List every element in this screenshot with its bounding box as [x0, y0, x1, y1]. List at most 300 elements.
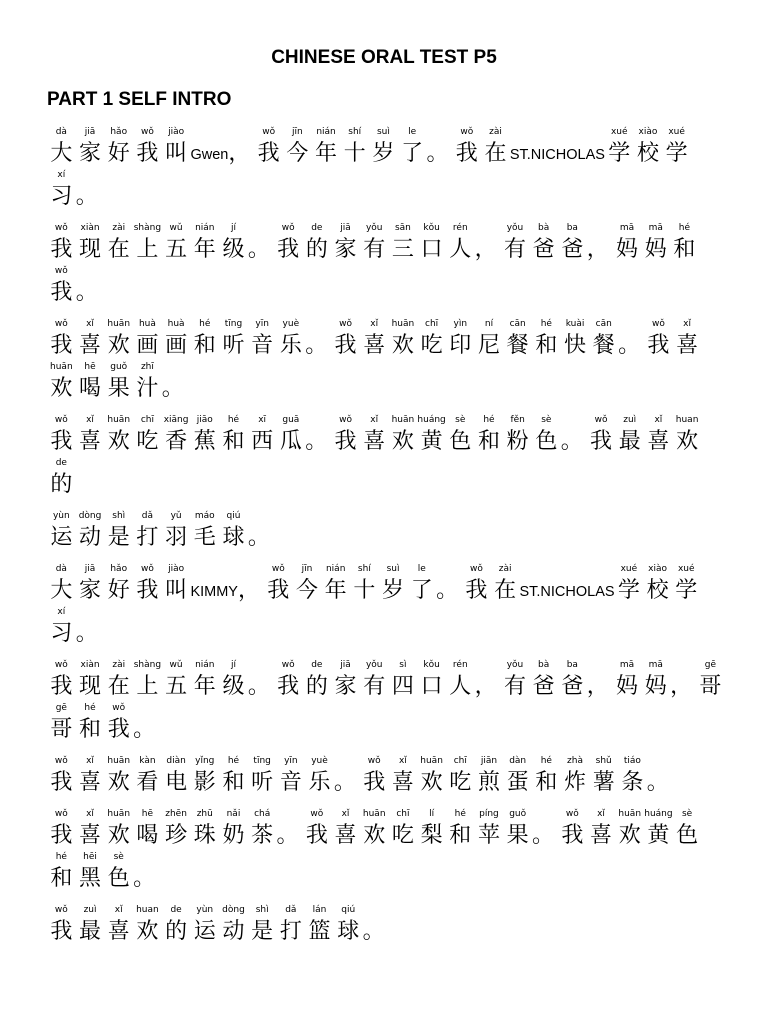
pinyin: hé: [84, 703, 96, 713]
pinyin-slot: [305, 413, 331, 427]
pinyin-slot: [672, 562, 701, 576]
hanzi: 哥: [699, 674, 722, 699]
pinyin: wǒ: [54, 319, 68, 329]
pinyin: hé: [199, 319, 211, 329]
pinyin: bà: [538, 660, 550, 670]
character-cell: [47, 754, 76, 797]
pinyin: huan: [675, 415, 699, 425]
punctuation: 。: [75, 280, 98, 305]
hanzi: 现: [79, 674, 102, 699]
pinyin-slot: [219, 317, 248, 331]
pinyin-slot: [673, 413, 702, 427]
hanzi: 动: [222, 919, 245, 944]
character-cell: [219, 658, 248, 701]
pinyin-slot: [613, 658, 642, 672]
hanzi: 叫: [165, 578, 188, 603]
pinyin-slot: [305, 317, 331, 331]
hanzi: 喜: [334, 823, 357, 848]
character-cell: [248, 413, 277, 456]
pinyin-slot: [589, 317, 618, 331]
character-cell: [644, 807, 673, 850]
hanzi: 我: [50, 823, 73, 848]
pinyin: guā: [282, 415, 300, 425]
hanzi: 好: [107, 141, 130, 166]
character-cell: [417, 807, 446, 850]
pinyin-slot: [641, 658, 670, 672]
pinyin-slot: [47, 562, 76, 576]
pinyin-slot: [133, 413, 162, 427]
character-cell: [446, 413, 475, 456]
punctuation-cell: [76, 605, 102, 648]
pinyin-slot: [277, 754, 306, 768]
pinyin: ba: [566, 660, 578, 670]
character-cell: [133, 317, 162, 360]
character-cell: [321, 562, 350, 605]
pinyin: huān: [107, 756, 131, 766]
hanzi: 喜: [391, 770, 414, 795]
pinyin-slot: [104, 903, 133, 917]
pinyin: xǐ: [114, 905, 123, 915]
hanzi: 欢: [107, 333, 130, 358]
pinyin-slot: [274, 221, 303, 235]
character-cell: [133, 125, 162, 168]
pinyin-slot: [417, 807, 446, 821]
hanzi: 欢: [50, 376, 73, 401]
pinyin-slot: [248, 413, 277, 427]
pinyin-slot: [76, 221, 105, 235]
pinyin-slot: [305, 903, 334, 917]
pinyin: shàng: [133, 660, 162, 670]
pinyin-slot: [47, 264, 76, 278]
character-cell: [76, 317, 105, 360]
character-cell: [133, 807, 162, 850]
pinyin-slot: [475, 658, 501, 672]
hanzi: 欢: [107, 429, 130, 454]
pinyin: huáng: [644, 809, 673, 819]
pinyin-slot: [190, 754, 219, 768]
pinyin-slot: [303, 807, 332, 821]
pinyin: dà: [55, 564, 67, 574]
character-cell: [360, 221, 389, 264]
character-cell: [501, 658, 530, 701]
pinyin: xiàn: [80, 660, 100, 670]
pinyin-slot: [162, 360, 188, 374]
character-cell: [219, 413, 248, 456]
hanzi: 炸: [564, 770, 587, 795]
pinyin-slot: [293, 562, 322, 576]
hanzi: 我: [465, 578, 488, 603]
pinyin-slot: [350, 562, 379, 576]
punctuation-cell: [587, 221, 613, 264]
punctuation-cell: [133, 701, 159, 744]
hanzi: 西: [251, 429, 274, 454]
hanzi: 我: [277, 674, 300, 699]
text-line: [47, 221, 762, 264]
character-cell: [47, 264, 76, 307]
pinyin: wǒ: [310, 809, 324, 819]
character-cell: [104, 509, 133, 552]
punctuation-cell: [248, 509, 274, 552]
punctuation-cell: [670, 658, 696, 701]
pinyin: hé: [227, 415, 240, 425]
text-body: [47, 125, 762, 956]
pinyin-slot: [481, 125, 510, 139]
hanzi: 我: [267, 578, 290, 603]
pinyin: sè: [541, 415, 552, 425]
pinyin: yǒu: [365, 660, 383, 670]
hanzi: 看: [136, 770, 159, 795]
character-cell: [190, 903, 219, 946]
hanzi: 大: [50, 578, 73, 603]
hanzi: 画: [165, 333, 188, 358]
punctuation: ，: [586, 674, 609, 699]
latin-word: KIMMY: [190, 584, 238, 600]
pinyin-slot: [47, 754, 76, 768]
character-cell: [641, 221, 670, 264]
pinyin: zhū: [196, 809, 213, 819]
character-cell: [76, 701, 105, 744]
character-cell: [190, 317, 219, 360]
hanzi: 我: [50, 770, 73, 795]
character-cell: [389, 754, 418, 797]
hanzi: 妈: [616, 674, 639, 699]
pinyin: huān: [107, 319, 131, 329]
character-cell: [76, 221, 105, 264]
pinyin-slot: [561, 413, 587, 427]
pinyin-slot: [670, 658, 696, 672]
pinyin-slot: [407, 562, 436, 576]
pinyin: nǎi: [226, 809, 241, 819]
character-cell: [389, 807, 418, 850]
latin-word-cell: [190, 562, 238, 605]
character-cell: [350, 562, 379, 605]
pinyin: xǐ: [370, 415, 379, 425]
hanzi: 爸: [532, 237, 555, 262]
pinyin: shǔ: [595, 756, 612, 766]
pinyin: wǒ: [281, 223, 295, 233]
hanzi: 的: [50, 472, 73, 497]
pinyin-slot: [634, 125, 663, 139]
hanzi: 的: [165, 919, 188, 944]
pinyin: hēi: [83, 852, 97, 862]
pinyin-slot: [503, 413, 532, 427]
character-cell: [379, 562, 408, 605]
character-cell: [47, 605, 76, 648]
hanzi: 球: [337, 919, 360, 944]
hanzi: 吃: [449, 770, 472, 795]
character-cell: [47, 658, 76, 701]
hanzi: 年: [324, 578, 347, 603]
pinyin: huà: [138, 319, 156, 329]
text-line: [47, 701, 762, 744]
hanzi: 喜: [363, 333, 386, 358]
pinyin: huān: [107, 415, 131, 425]
paragraph: [47, 807, 762, 893]
punctuation: 。: [333, 770, 356, 795]
character-cell: [254, 125, 283, 168]
pinyin-slot: [47, 221, 76, 235]
pinyin: le: [417, 564, 426, 574]
pinyin: wǒ: [54, 660, 68, 670]
character-cell: [475, 754, 504, 797]
pinyin: wǒ: [460, 127, 474, 137]
hanzi: 家: [334, 237, 357, 262]
character-cell: [76, 509, 105, 552]
hanzi: 欢: [391, 429, 414, 454]
pinyin: nián: [325, 564, 346, 574]
pinyin: huáng: [417, 415, 446, 425]
text-line: [47, 456, 762, 499]
character-cell: [503, 317, 532, 360]
pinyin-slot: [475, 754, 504, 768]
pinyin: chá: [254, 809, 271, 819]
pinyin: mā: [619, 660, 635, 670]
hanzi: 爸: [561, 674, 584, 699]
character-cell: [417, 221, 446, 264]
pinyin-slot: [219, 754, 248, 768]
pinyin-slot: [647, 754, 673, 768]
pinyin: kǒu: [423, 660, 440, 670]
pinyin-slot: [133, 509, 162, 523]
character-cell: [133, 562, 162, 605]
pinyin: chī: [140, 415, 154, 425]
pinyin-slot: [219, 658, 248, 672]
character-cell: [133, 221, 162, 264]
character-cell: [618, 754, 647, 797]
hanzi: 口: [420, 237, 443, 262]
pinyin-slot: [618, 754, 647, 768]
character-cell: [104, 701, 133, 744]
pinyin-slot: [360, 317, 389, 331]
pinyin: jiā: [340, 223, 351, 233]
character-cell: [104, 221, 133, 264]
pinyin: cān: [509, 319, 526, 329]
character-cell: [104, 850, 133, 893]
pinyin: hé: [454, 809, 466, 819]
pinyin: wǒ: [281, 660, 295, 670]
hanzi: 瓜: [279, 429, 302, 454]
character-cell: [662, 125, 691, 168]
hanzi: 欢: [391, 333, 414, 358]
pinyin: xiàn: [80, 223, 100, 233]
character-cell: [76, 754, 105, 797]
character-cell: [305, 754, 334, 797]
pinyin: zuì: [83, 905, 97, 915]
hanzi: 级: [222, 237, 245, 262]
character-cell: [162, 317, 191, 360]
pinyin: jiā: [84, 564, 96, 574]
pinyin-slot: [277, 413, 306, 427]
pinyin-slot: [47, 413, 76, 427]
punctuation: 。: [247, 674, 270, 699]
pinyin-slot: [389, 413, 418, 427]
character-cell: [452, 125, 481, 168]
pinyin: suì: [376, 127, 390, 137]
hanzi: 妈: [644, 237, 667, 262]
hanzi: 我: [363, 770, 386, 795]
pinyin-slot: [76, 658, 105, 672]
pinyin: hǎo: [110, 564, 128, 574]
character-cell: [587, 413, 616, 456]
punctuation-cell: [647, 754, 673, 797]
pinyin-slot: [446, 317, 475, 331]
punctuation: ，: [474, 237, 497, 262]
pinyin: wǒ: [54, 266, 68, 276]
punctuation-cell: [305, 413, 331, 456]
pinyin: jiào: [168, 564, 185, 574]
pinyin-slot: [76, 360, 105, 374]
pinyin-slot: [331, 658, 360, 672]
pinyin-slot: [389, 658, 418, 672]
hanzi: 在: [494, 578, 517, 603]
pinyin: xǐ: [86, 319, 94, 329]
hanzi: 的: [305, 674, 328, 699]
pinyin-slot: [47, 317, 76, 331]
hanzi: 我: [136, 141, 159, 166]
punctuation-cell: [561, 413, 587, 456]
pinyin-slot: [248, 658, 274, 672]
pinyin: zài: [489, 127, 502, 137]
character-cell: [417, 413, 446, 456]
pinyin-slot: [190, 658, 219, 672]
hanzi: 今: [286, 141, 309, 166]
hanzi: 爸: [561, 237, 584, 262]
pinyin: bà: [538, 223, 550, 233]
pinyin-slot: [501, 658, 530, 672]
character-cell: [360, 317, 389, 360]
pinyin: xǐ: [86, 756, 94, 766]
pinyin-slot: [219, 221, 248, 235]
character-cell: [312, 125, 341, 168]
pinyin-slot: [491, 562, 520, 576]
character-cell: [76, 413, 105, 456]
punctuation: 。: [276, 823, 299, 848]
hanzi: 三: [391, 237, 414, 262]
hanzi: 学: [608, 141, 631, 166]
pinyin: diàn: [166, 756, 186, 766]
character-cell: [481, 125, 510, 168]
hanzi: 我: [50, 919, 73, 944]
punctuation-cell: [248, 221, 274, 264]
pinyin-slot: [264, 562, 293, 576]
hanzi: 有: [363, 674, 386, 699]
character-cell: [133, 903, 162, 946]
pinyin-slot: [303, 658, 332, 672]
pinyin: hē: [141, 809, 154, 819]
character-cell: [47, 413, 76, 456]
character-cell: [47, 125, 76, 168]
character-cell: [47, 360, 76, 403]
pinyin: zài: [112, 660, 126, 670]
punctuation: 。: [133, 866, 156, 891]
pinyin: ba: [566, 223, 578, 233]
hanzi: 了: [401, 141, 424, 166]
pinyin-slot: [446, 807, 475, 821]
pinyin: yǒu: [365, 223, 383, 233]
pinyin-slot: [47, 903, 76, 917]
hanzi: 喜: [79, 429, 102, 454]
pinyin: wǒ: [565, 809, 579, 819]
pinyin-slot: [312, 125, 341, 139]
character-cell: [190, 658, 219, 701]
text-line: [47, 317, 762, 360]
hanzi: 岁: [382, 578, 405, 603]
pinyin: jí: [230, 223, 236, 233]
hanzi: 有: [503, 237, 526, 262]
hanzi: 口: [420, 674, 443, 699]
character-cell: [613, 221, 642, 264]
pinyin: yùn: [196, 905, 214, 915]
hanzi: 我: [590, 429, 613, 454]
punctuation-cell: [277, 807, 303, 850]
hanzi: 快: [564, 333, 587, 358]
punctuation: 。: [75, 184, 98, 209]
hanzi: 我: [561, 823, 584, 848]
hanzi: 习: [50, 184, 73, 209]
pinyin-slot: [417, 754, 446, 768]
text-line: [47, 903, 762, 946]
pinyin: wǔ: [169, 660, 183, 670]
paragraph: [47, 413, 762, 499]
hanzi: 十: [353, 578, 376, 603]
pinyin: zài: [498, 564, 512, 574]
hanzi: 球: [222, 525, 245, 550]
character-cell: [561, 754, 590, 797]
character-cell: [219, 807, 248, 850]
pinyin-slot: [303, 221, 332, 235]
character-cell: [47, 168, 76, 211]
punctuation: ，: [228, 141, 251, 166]
character-cell: [446, 658, 475, 701]
hanzi: 喜: [676, 333, 699, 358]
hanzi: 色: [535, 429, 558, 454]
pinyin-slot: [321, 562, 350, 576]
hanzi: 和: [673, 237, 696, 262]
character-cell: [303, 221, 332, 264]
hanzi: 我: [50, 280, 73, 305]
pinyin-slot: [334, 903, 363, 917]
punctuation: 。: [362, 919, 385, 944]
pinyin-slot: [643, 562, 672, 576]
pinyin-slot: [76, 264, 102, 278]
hanzi: 乐: [279, 333, 302, 358]
character-cell: [615, 807, 644, 850]
pinyin-slot: [613, 221, 642, 235]
character-cell: [475, 317, 504, 360]
text-line: [47, 562, 762, 605]
pinyin: yùn: [52, 511, 70, 521]
pinyin-slot: [76, 754, 105, 768]
pinyin: jiāo: [196, 415, 213, 425]
character-cell: [162, 562, 191, 605]
pinyin-slot: [389, 221, 418, 235]
pinyin-slot: [673, 807, 702, 821]
character-cell: [558, 221, 587, 264]
pinyin-slot: [587, 807, 616, 821]
character-cell: [491, 562, 520, 605]
pinyin-slot: [104, 360, 133, 374]
pinyin-slot: [389, 317, 418, 331]
punctuation-cell: [436, 562, 462, 605]
pinyin-slot: [446, 413, 475, 427]
pinyin: yǔ: [170, 511, 182, 521]
character-cell: [190, 509, 219, 552]
pinyin: huān: [50, 362, 73, 372]
paragraph: [47, 562, 762, 648]
pinyin-slot: [104, 125, 133, 139]
pinyin-slot: [47, 125, 76, 139]
character-cell: [644, 317, 673, 360]
